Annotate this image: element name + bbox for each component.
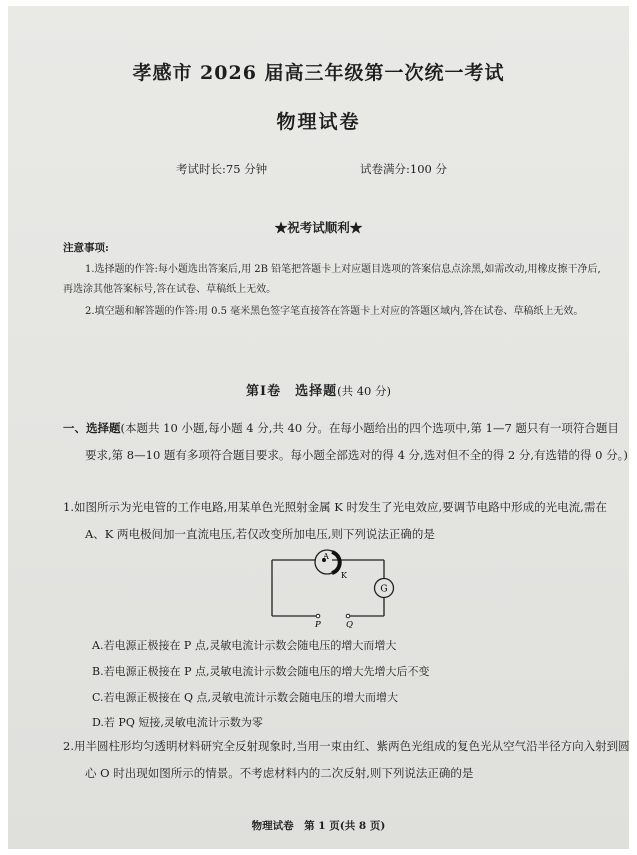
- photocell-circuit-figure: [266, 546, 406, 628]
- section-instruction: [63, 415, 630, 469]
- label-p: P: [315, 620, 321, 628]
- question-1-option-d: D.若 PQ 短接,灵敏电流计示数为零: [92, 716, 263, 729]
- question-1-option-c: C.若电源正极接在 Q 点,灵敏电流计示数会随电压的增大而增大: [92, 691, 399, 704]
- exam-title: 孝感市 2026 届高三年级第一次统一考试: [132, 62, 505, 84]
- label-q: Q: [346, 620, 353, 628]
- cathode-plate-icon: [332, 552, 340, 573]
- good-luck-banner: ★祝考试顺利★: [274, 220, 363, 235]
- question-1-option-a: A.若电源正极接在 P 点,灵敏电流计示数会随电压的增大而增大: [92, 639, 397, 652]
- label-g: G: [380, 584, 388, 595]
- label-a: A: [323, 552, 329, 561]
- section-title: [8, 380, 629, 399]
- terminal-q-dot: [346, 614, 350, 618]
- exam-duration: 考试时长:75 分钟: [176, 162, 268, 176]
- section-points: (共 40 分): [337, 384, 391, 398]
- notice-heading: 注意事项:: [63, 242, 109, 254]
- section-instruction-label: 一、选择题: [63, 421, 121, 435]
- question-2-stem: 2.用半圆柱形均匀透明材料研究全反射现象时,当用一束由红、紫两色光组成的复色光从空气沿半径方向入射到圆心 O 时出现如图所示的情景。不考虑材料内的二次反射,则下列说法正确的是: [63, 739, 630, 780]
- notice-item-1: 1.选择题的作答:每小题选出答案后,用 2B 铅笔把答题卡上对应题目选项的答案信息点涂黑,如需改动,用橡皮擦干净后,再选涂其他答案标号,答在试卷、草稿纸上无效。: [63, 264, 601, 295]
- exam-full-score: 试卷满分:100 分: [360, 162, 447, 176]
- question-1-stem: 1.如图所示为光电管的工作电路,用某单色光照射金属 K 时发生了光电效应,要调节电路中形成的光电流,需在 A、K 两电极间加一直流电压,若仅改变所加电压,则下列说法正确的是: [63, 500, 607, 541]
- section-instruction-text: (本题共 10 小题,每小题 4 分,共 40 分。在每小题给出的四个选项中,第 1—7 题只有一项符合题目要求,第 8—10 题有多项符合题目要求。每小题全部选对的得 4 分,选对但不全的得 2 分,有选错的得 0 分。): [85, 421, 628, 462]
- question-1-option-b: B.若电源正极接在 P 点,灵敏电流计示数会随电压的增大先增大后不变: [92, 665, 430, 678]
- section-title-text: 第Ⅰ卷 选择题: [245, 384, 338, 399]
- exam-sheet: [8, 6, 629, 849]
- notice-item-2: 2.填空题和解答题的作答:用 0.5 毫米黑色签字笔直接答在答题卡上对应的答题区域内,答在试卷、草稿纸上无效。: [85, 306, 584, 317]
- page-footer: 物理试卷 第 1 页(共 8 页): [251, 820, 386, 832]
- label-k: K: [341, 571, 347, 580]
- exam-subtitle: 物理试卷: [276, 111, 361, 133]
- terminal-p-dot: [316, 614, 320, 618]
